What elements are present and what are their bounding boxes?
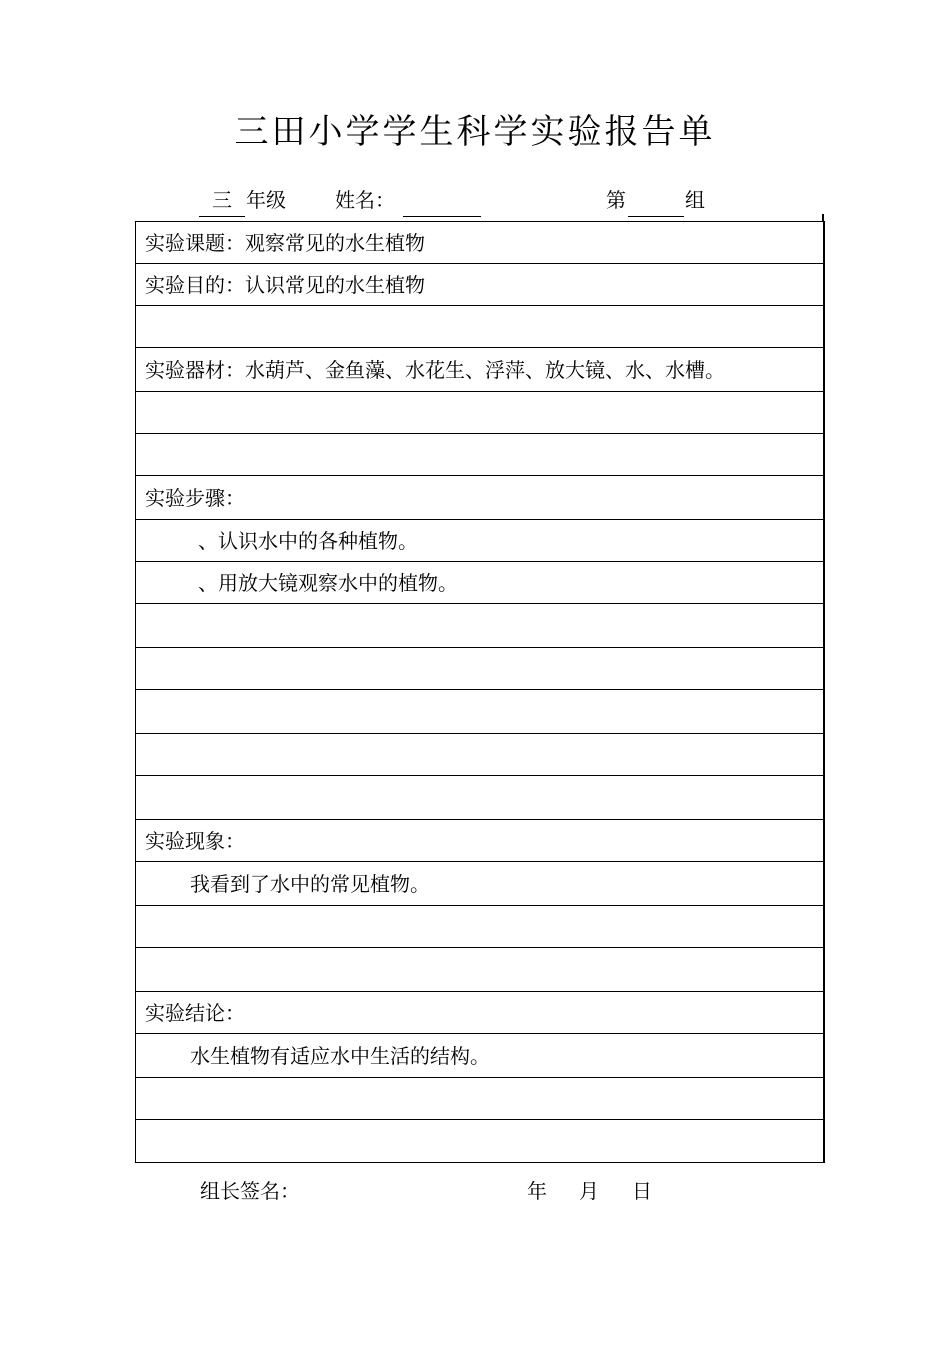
day-label: 日 xyxy=(632,1179,652,1203)
row-step-1: 、认识水中的各种植物。 xyxy=(136,520,823,562)
row-blank[interactable] xyxy=(136,306,823,348)
month-label: 月 xyxy=(579,1179,599,1203)
row-phenomenon-text: 我看到了水中的常见植物。 xyxy=(136,862,823,906)
row-conclusion-heading: 实验结论： xyxy=(136,992,823,1034)
row-blank[interactable] xyxy=(136,392,823,434)
group-suffix: 组 xyxy=(685,188,705,212)
group-prefix: 第 xyxy=(606,188,626,212)
row-blank[interactable] xyxy=(136,604,823,648)
grade-value: 三 xyxy=(212,188,232,212)
row-blank[interactable] xyxy=(136,1120,823,1162)
leader-signature-label: 组长签名： xyxy=(200,1179,300,1203)
name-field[interactable] xyxy=(403,216,481,217)
grade-label: 年级 xyxy=(246,188,286,212)
row-blank[interactable] xyxy=(136,776,823,820)
row-topic: 实验课题：观察常见的水生植物 xyxy=(136,222,823,264)
group-field[interactable] xyxy=(628,216,684,217)
year-label: 年 xyxy=(527,1179,547,1203)
row-blank[interactable] xyxy=(136,906,823,948)
row-steps-heading: 实验步骤： xyxy=(136,476,823,520)
row-blank[interactable] xyxy=(136,1078,823,1120)
grade-underline xyxy=(199,216,245,217)
report-table xyxy=(135,221,825,1163)
row-purpose: 实验目的：认识常见的水生植物 xyxy=(136,264,823,306)
row-blank[interactable] xyxy=(136,948,823,992)
row-blank[interactable] xyxy=(136,690,823,734)
row-materials: 实验器材：水葫芦、金鱼藻、水花生、浮萍、放大镜、水、水槽。 xyxy=(136,348,823,392)
name-label: 姓名： xyxy=(335,188,395,212)
row-step-2: 、用放大镜观察水中的植物。 xyxy=(136,562,823,604)
row-blank[interactable] xyxy=(136,434,823,476)
page-title: 三田小学学生科学实验报告单 xyxy=(234,112,716,152)
row-conclusion-text: 水生植物有适应水中生活的结构。 xyxy=(136,1034,823,1078)
row-blank[interactable] xyxy=(136,648,823,690)
row-phenomenon-heading: 实验现象： xyxy=(136,820,823,862)
row-blank[interactable] xyxy=(136,734,823,776)
